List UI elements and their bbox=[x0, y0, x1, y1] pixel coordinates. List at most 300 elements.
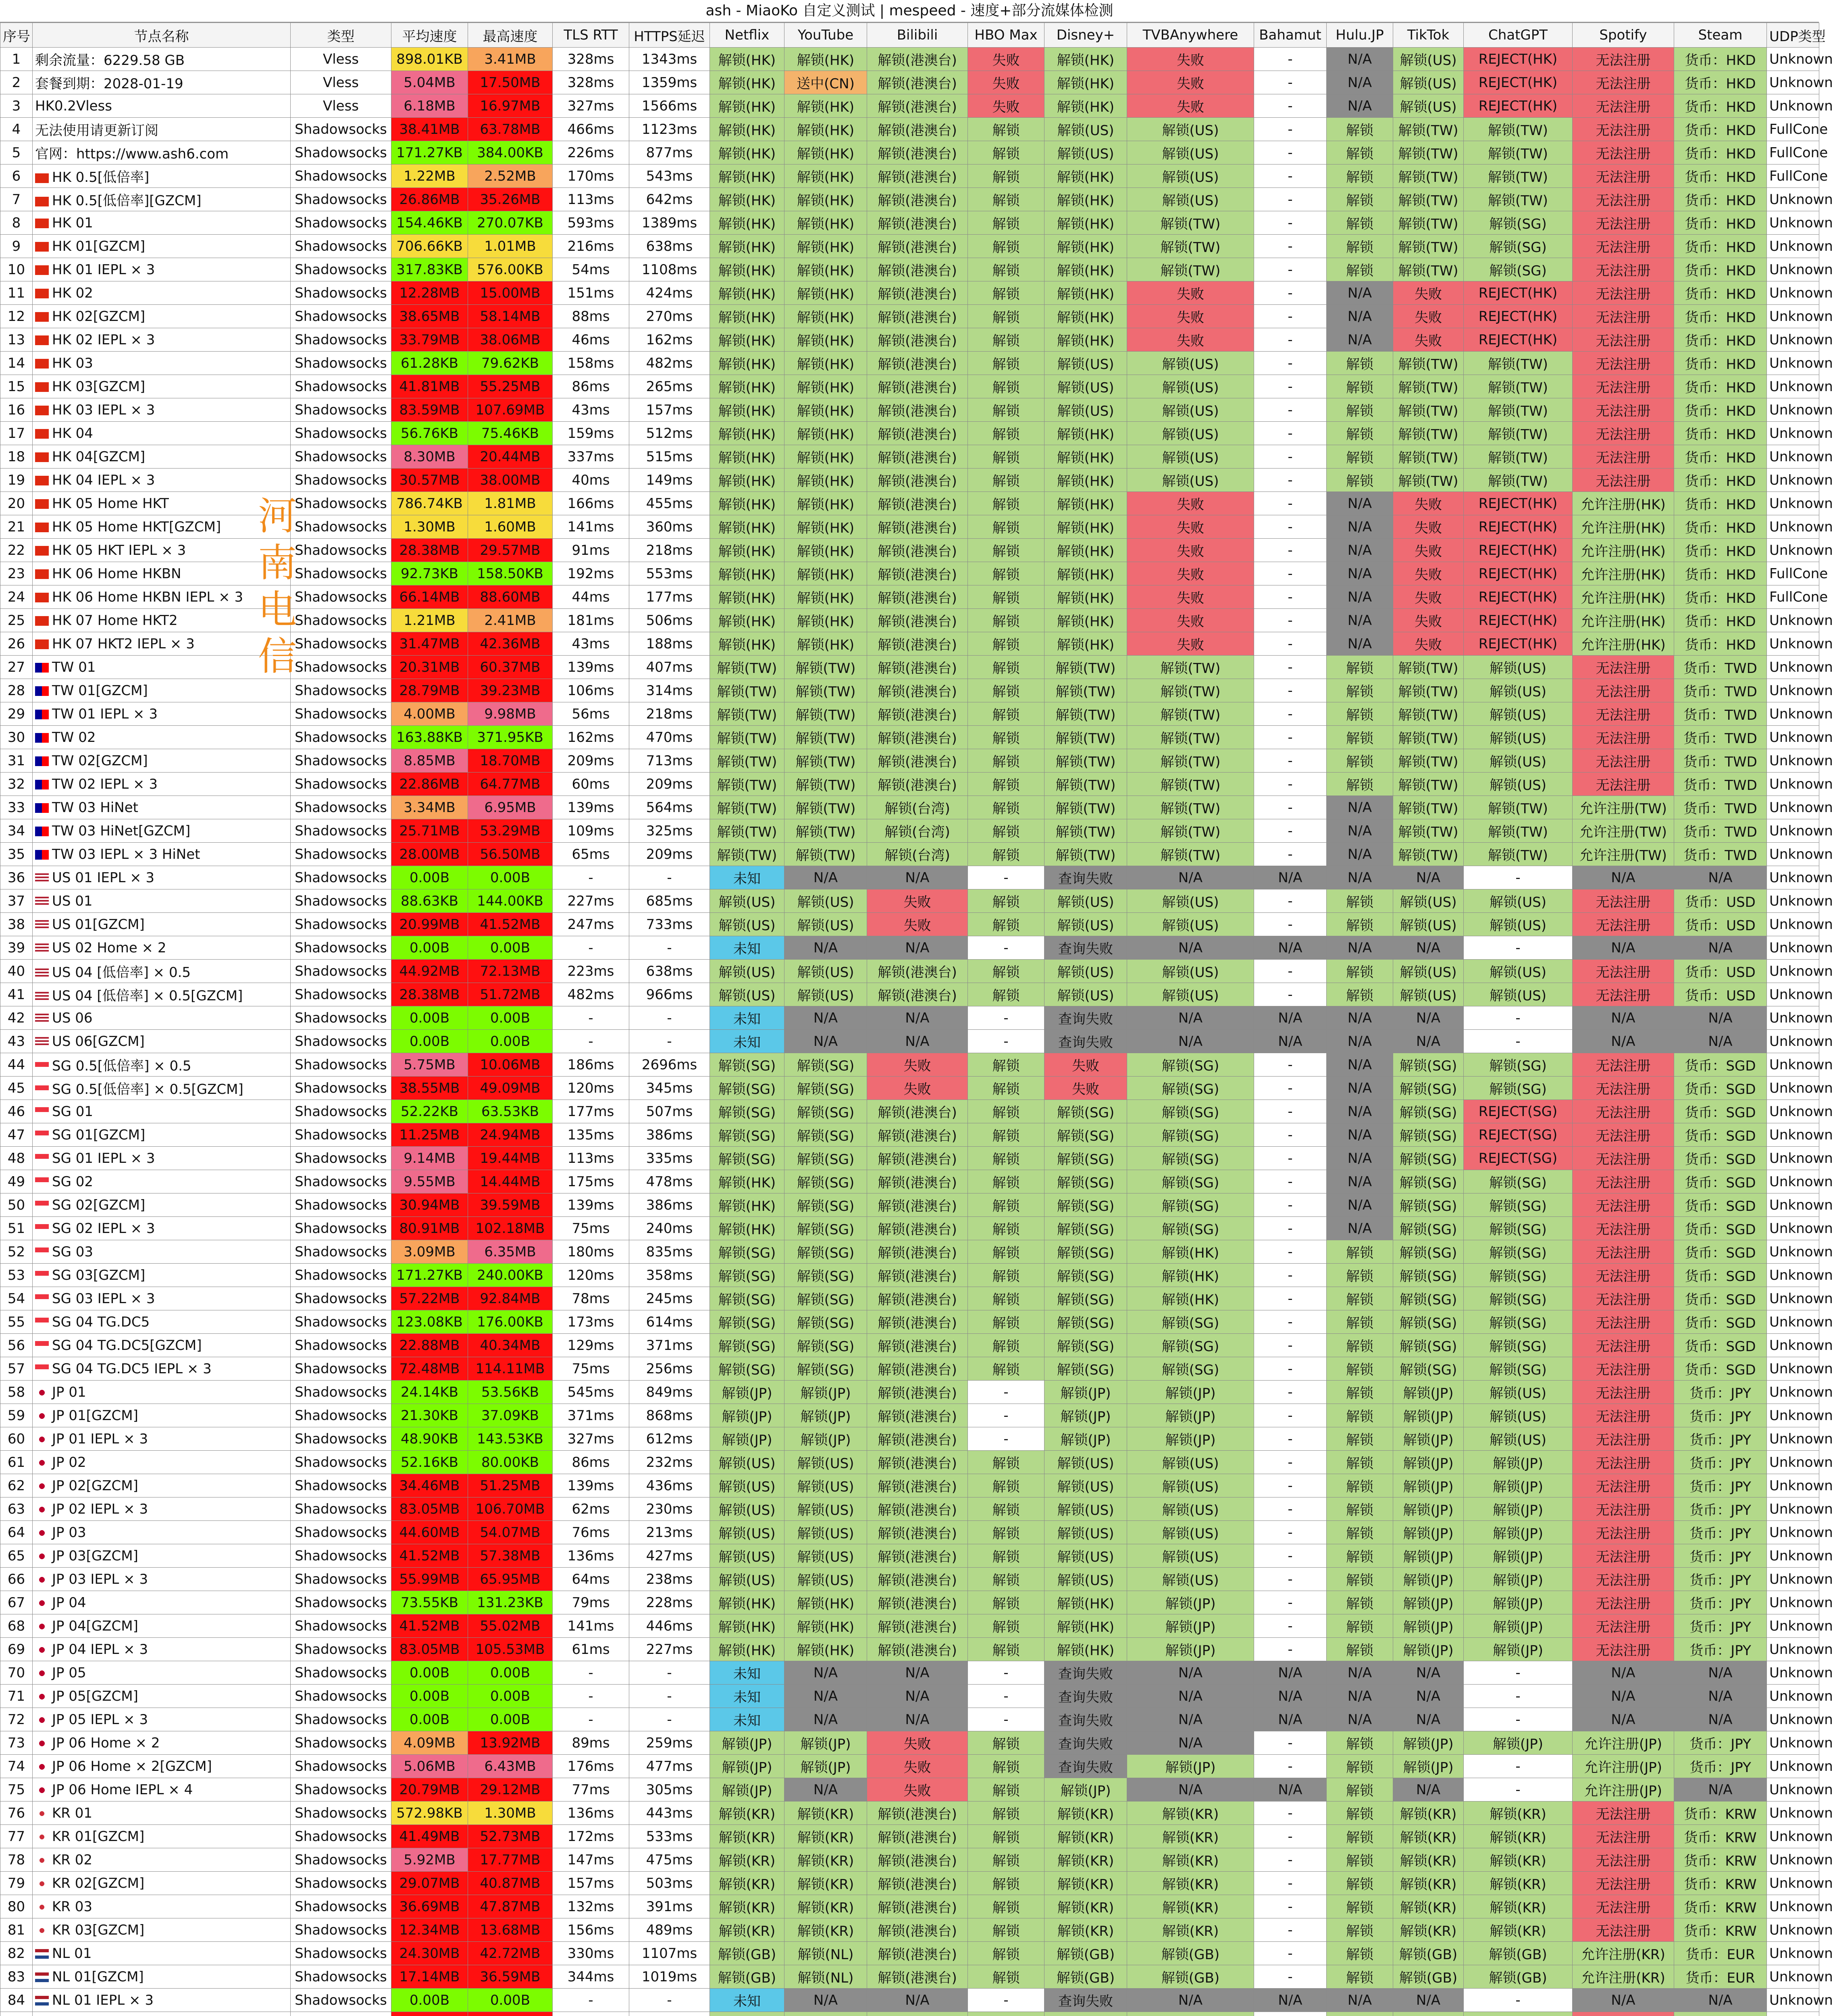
udp-type: Unknown bbox=[1767, 726, 1819, 749]
netflix-status: 解锁(JP) bbox=[710, 1778, 784, 1801]
steam-status: 货币：JPY bbox=[1674, 1497, 1767, 1521]
youtube-status: N/A bbox=[784, 1661, 867, 1685]
node-name-text: JP 06 Home × 2 bbox=[52, 1735, 160, 1751]
flag-icon bbox=[35, 756, 49, 766]
max-speed: 0.00B bbox=[468, 1708, 553, 1731]
tls-rtt: 139ms bbox=[553, 796, 629, 819]
netflix-status: 解锁(HK) bbox=[710, 445, 784, 469]
node-name-text: KR 02 bbox=[52, 1851, 92, 1868]
node-name-text: HK0.2Vless bbox=[35, 98, 112, 114]
spotify-status: 允许注册(HK) bbox=[1573, 585, 1674, 609]
row-index: 77 bbox=[0, 1825, 33, 1848]
max-speed: 17.50MB bbox=[468, 71, 553, 94]
chatgpt-status: REJECT(HK) bbox=[1464, 515, 1573, 539]
avg-speed: 80.91MB bbox=[391, 1217, 468, 1240]
bilibili-status: 解锁(港澳台) bbox=[867, 1451, 968, 1474]
steam-status: 货币：TWD bbox=[1674, 702, 1767, 726]
youtube-status: 解锁(HK) bbox=[784, 118, 867, 141]
https-delay: 230ms bbox=[629, 1497, 710, 1521]
flag-icon bbox=[35, 1832, 49, 1842]
tvb-status: 失败 bbox=[1127, 71, 1254, 94]
hulu-status: 解锁 bbox=[1327, 1778, 1393, 1801]
https-delay: - bbox=[629, 1661, 710, 1685]
flag-icon bbox=[35, 219, 49, 228]
flag-icon bbox=[35, 1856, 49, 1865]
bahamut-status: - bbox=[1254, 1544, 1327, 1568]
hbo-status: 解锁 bbox=[968, 656, 1044, 679]
tiktok-status: 解锁(TW) bbox=[1393, 796, 1464, 819]
spotify-status: 无法注册 bbox=[1573, 94, 1674, 118]
tvb-status: 解锁(JP) bbox=[1127, 1404, 1254, 1427]
chatgpt-status: 解锁(SG) bbox=[1464, 1217, 1573, 1240]
youtube-status: 解锁(SG) bbox=[784, 1100, 867, 1123]
https-delay: 455ms bbox=[629, 492, 710, 515]
node-name-text: SG 02 bbox=[52, 1173, 93, 1190]
node-name bbox=[33, 1451, 291, 1474]
node-type: Shadowsocks bbox=[291, 702, 391, 726]
max-speed: 3.41MB bbox=[468, 48, 553, 71]
https-delay: 503ms bbox=[629, 1872, 710, 1895]
youtube-status: 解锁(HK) bbox=[784, 305, 867, 328]
youtube-status: N/A bbox=[784, 866, 867, 889]
chatgpt-status: REJECT(HK) bbox=[1464, 609, 1573, 632]
avg-speed: 21.30KB bbox=[391, 1404, 468, 1427]
avg-speed: 3.34MB bbox=[391, 796, 468, 819]
steam-status: 货币：TWD bbox=[1674, 726, 1767, 749]
avg-speed: 28.00MB bbox=[391, 843, 468, 866]
tvb-status: 失败 bbox=[1127, 632, 1254, 656]
tvb-status: 失败 bbox=[1127, 305, 1254, 328]
max-speed: 0.00B bbox=[468, 1685, 553, 1708]
netflix-status: 解锁(SG) bbox=[710, 1077, 784, 1100]
tls-rtt: 139ms bbox=[553, 1193, 629, 1217]
spotify-status: 无法注册 bbox=[1573, 889, 1674, 913]
avg-speed: 6.18MB bbox=[391, 94, 468, 118]
tvb-status: 解锁(SG) bbox=[1127, 1077, 1254, 1100]
tiktok-status bbox=[1393, 2012, 1464, 2016]
node-name bbox=[33, 1474, 291, 1497]
node-name bbox=[33, 1077, 291, 1100]
hbo-status: 解锁 bbox=[968, 843, 1044, 866]
udp-type: Unknown bbox=[1767, 1100, 1819, 1123]
hulu-status: 解锁 bbox=[1327, 375, 1393, 398]
avg-speed: 12.34MB bbox=[391, 1918, 468, 1942]
tiktok-status: 解锁(SG) bbox=[1393, 1217, 1464, 1240]
tvb-status: 解锁(US) bbox=[1127, 1474, 1254, 1497]
bilibili-status: 解锁(港澳台) bbox=[867, 702, 968, 726]
node-name bbox=[33, 1544, 291, 1568]
tvb-status: 解锁(SG) bbox=[1127, 1334, 1254, 1357]
hbo-status: 解锁 bbox=[968, 1614, 1044, 1638]
hulu-status: N/A bbox=[1327, 1077, 1393, 1100]
node-type: Shadowsocks bbox=[291, 1077, 391, 1100]
bilibili-status: 解锁(港澳台) bbox=[867, 1404, 968, 1427]
hbo-status: 解锁 bbox=[968, 1497, 1044, 1521]
hulu-status: 解锁 bbox=[1327, 889, 1393, 913]
netflix-status: 解锁(TW) bbox=[710, 819, 784, 843]
table-row bbox=[0, 866, 1819, 889]
tls-rtt: 43ms bbox=[553, 398, 629, 422]
tls-rtt: 177ms bbox=[553, 1100, 629, 1123]
tls-rtt: 43ms bbox=[553, 632, 629, 656]
flag-icon bbox=[35, 335, 49, 345]
disney-status: 解锁(JP) bbox=[1044, 1404, 1127, 1427]
node-type: Shadowsocks bbox=[291, 328, 391, 352]
spotify-status: 无法注册 bbox=[1573, 281, 1674, 305]
youtube-status: 解锁(SG) bbox=[784, 1193, 867, 1217]
table-row bbox=[0, 2012, 1819, 2016]
avg-speed: 48.90KB bbox=[391, 1427, 468, 1451]
hulu-status: 解锁 bbox=[1327, 1381, 1393, 1404]
spotify-status: 无法注册 bbox=[1573, 1217, 1674, 1240]
udp-type: Unknown bbox=[1767, 1801, 1819, 1825]
udp-type: Unknown bbox=[1767, 1451, 1819, 1474]
flag-icon bbox=[35, 1388, 49, 1397]
steam-status: 货币：JPY bbox=[1674, 1404, 1767, 1427]
row-index: 8 bbox=[0, 211, 33, 235]
flag-icon bbox=[35, 920, 49, 930]
steam-status: 货币：TWD bbox=[1674, 656, 1767, 679]
tvb-status: 解锁(US) bbox=[1127, 469, 1254, 492]
tvb-status: 解锁(HK) bbox=[1127, 1287, 1254, 1310]
disney-status: 解锁(SG) bbox=[1044, 1147, 1127, 1170]
steam-status: 货币：HKD bbox=[1674, 375, 1767, 398]
https-delay: 512ms bbox=[629, 422, 710, 445]
node-type: Shadowsocks bbox=[291, 1848, 391, 1872]
node-type: Shadowsocks bbox=[291, 726, 391, 749]
disney-status: 查询失败 bbox=[1044, 936, 1127, 960]
hbo-status: - bbox=[968, 936, 1044, 960]
bilibili-status: 解锁(港澳台) bbox=[867, 445, 968, 469]
hbo-status: 失败 bbox=[968, 71, 1044, 94]
flag-icon bbox=[35, 1762, 49, 1772]
max-speed: 176.00KB bbox=[468, 1310, 553, 1334]
tiktok-status: 解锁(SG) bbox=[1393, 1170, 1464, 1193]
node-name bbox=[33, 1965, 291, 1989]
tls-rtt: 344ms bbox=[553, 1965, 629, 1989]
steam-status: 货币：SGD bbox=[1674, 1287, 1767, 1310]
table-row bbox=[0, 1474, 1819, 1497]
row-index: 23 bbox=[0, 562, 33, 585]
bahamut-status: - bbox=[1254, 422, 1327, 445]
node-name-text: NL 01 IEPL × 3 bbox=[52, 1992, 154, 2008]
node-type: Shadowsocks bbox=[291, 913, 391, 936]
spotify-status: N/A bbox=[1573, 866, 1674, 889]
https-delay: 506ms bbox=[629, 609, 710, 632]
hulu-status: 解锁 bbox=[1327, 726, 1393, 749]
tvb-status: 解锁(SG) bbox=[1127, 1147, 1254, 1170]
spotify-status: 无法注册 bbox=[1573, 422, 1674, 445]
max-speed: 1.60MB bbox=[468, 515, 553, 539]
node-name bbox=[33, 235, 291, 258]
hulu-status: 解锁 bbox=[1327, 258, 1393, 281]
window-title: ash - MiaoKo 自定义测试 | mespeed - 速度+部分流媒体检测 bbox=[0, 0, 1819, 23]
https-delay: 443ms bbox=[629, 1801, 710, 1825]
max-speed: 107.69MB bbox=[468, 398, 553, 422]
table-row bbox=[0, 1334, 1819, 1357]
row-index: 52 bbox=[0, 1240, 33, 1264]
flag-icon bbox=[35, 546, 49, 556]
avg-speed: 171.27KB bbox=[391, 141, 468, 165]
tls-rtt: 76ms bbox=[553, 1521, 629, 1544]
bilibili-status: 解锁(港澳台) bbox=[867, 71, 968, 94]
tls-rtt: - bbox=[553, 1685, 629, 1708]
netflix-status: 解锁(HK) bbox=[710, 422, 784, 445]
netflix-status: 解锁(HK) bbox=[710, 1638, 784, 1661]
avg-speed: 123.08KB bbox=[391, 1310, 468, 1334]
tiktok-status: 解锁(TW) bbox=[1393, 165, 1464, 188]
flag-icon bbox=[35, 1598, 49, 1608]
bahamut-status: - bbox=[1254, 1474, 1327, 1497]
tls-rtt: 78ms bbox=[553, 1287, 629, 1310]
max-speed: 14.44MB bbox=[468, 1170, 553, 1193]
netflix-status: 解锁(HK) bbox=[710, 281, 784, 305]
https-delay: 386ms bbox=[629, 1193, 710, 1217]
udp-type: FullCone bbox=[1767, 165, 1819, 188]
spotify-status: 无法注册 bbox=[1573, 1825, 1674, 1848]
chatgpt-status: - bbox=[1464, 1989, 1573, 2012]
bilibili-status: N/A bbox=[867, 1661, 968, 1685]
tvb-status: 解锁(US) bbox=[1127, 913, 1254, 936]
hbo-status: 解锁 bbox=[968, 469, 1044, 492]
steam-status: 货币：HKD bbox=[1674, 118, 1767, 141]
row-index: 33 bbox=[0, 796, 33, 819]
table-row bbox=[0, 1521, 1819, 1544]
hbo-status: 解锁 bbox=[968, 515, 1044, 539]
bilibili-status: 解锁(港澳台) bbox=[867, 118, 968, 141]
udp-type: Unknown bbox=[1767, 843, 1819, 866]
https-delay: 835ms bbox=[629, 1240, 710, 1264]
tls-rtt: - bbox=[553, 1989, 629, 2012]
https-delay: 209ms bbox=[629, 773, 710, 796]
spotify-status: N/A bbox=[1573, 1685, 1674, 1708]
node-name bbox=[33, 1100, 291, 1123]
max-speed: 65.95MB bbox=[468, 1568, 553, 1591]
spotify-status: 无法注册 bbox=[1573, 1895, 1674, 1918]
avg-speed: 572.98KB bbox=[391, 1801, 468, 1825]
tvb-status: 解锁(TW) bbox=[1127, 235, 1254, 258]
https-delay: 424ms bbox=[629, 281, 710, 305]
table-row bbox=[0, 843, 1819, 866]
tiktok-status: 解锁(JP) bbox=[1393, 1497, 1464, 1521]
row-index: 13 bbox=[0, 328, 33, 352]
flag-icon bbox=[35, 382, 49, 392]
flag-icon bbox=[35, 569, 49, 579]
steam-status: N/A bbox=[1674, 1989, 1767, 2012]
tvb-status: 解锁(JP) bbox=[1127, 1427, 1254, 1451]
tiktok-status: 解锁(TW) bbox=[1393, 679, 1464, 702]
tls-rtt: 180ms bbox=[553, 1240, 629, 1264]
hbo-status: 解锁 bbox=[968, 1731, 1044, 1755]
https-delay: 259ms bbox=[629, 1731, 710, 1755]
steam-status: 货币：USD bbox=[1674, 913, 1767, 936]
hulu-status: 解锁 bbox=[1327, 352, 1393, 375]
table-row bbox=[0, 1451, 1819, 1474]
flag-icon bbox=[35, 406, 49, 415]
bilibili-status: 解锁(港澳台) bbox=[867, 94, 968, 118]
netflix-status: 解锁(JP) bbox=[710, 1731, 784, 1755]
udp-type: FullCone bbox=[1767, 141, 1819, 165]
spotify-status: 允许注册(JP) bbox=[1573, 1778, 1674, 1801]
disney-status: 解锁(HK) bbox=[1044, 562, 1127, 585]
bahamut-status: - bbox=[1254, 1848, 1327, 1872]
row-index: 14 bbox=[0, 352, 33, 375]
bilibili-status: N/A bbox=[867, 1685, 968, 1708]
udp-type: Unknown bbox=[1767, 1825, 1819, 1848]
node-name bbox=[33, 328, 291, 352]
tvb-status: N/A bbox=[1127, 1708, 1254, 1731]
udp-type: Unknown bbox=[1767, 188, 1819, 211]
bahamut-status: - bbox=[1254, 1193, 1327, 1217]
youtube-status: 解锁(HK) bbox=[784, 469, 867, 492]
https-delay: - bbox=[629, 866, 710, 889]
chatgpt-status: REJECT(SG) bbox=[1464, 1123, 1573, 1147]
max-speed: 16.97MB bbox=[468, 94, 553, 118]
tiktok-status: 解锁(SG) bbox=[1393, 1077, 1464, 1100]
node-name bbox=[33, 94, 291, 118]
hbo-status: 解锁 bbox=[968, 1310, 1044, 1334]
udp-type: Unknown bbox=[1767, 1778, 1819, 1801]
https-delay: 614ms bbox=[629, 1310, 710, 1334]
bahamut-status: - bbox=[1254, 1427, 1327, 1451]
tiktok-status: 失败 bbox=[1393, 305, 1464, 328]
avg-speed: 83.05MB bbox=[391, 1497, 468, 1521]
max-speed: 40.87MB bbox=[468, 1872, 553, 1895]
bahamut-status: - bbox=[1254, 1264, 1327, 1287]
hbo-status: 解锁 bbox=[968, 1872, 1044, 1895]
udp-type: Unknown bbox=[1767, 1638, 1819, 1661]
max-speed: 55.25MB bbox=[468, 375, 553, 398]
avg-speed: 20.79MB bbox=[391, 1778, 468, 1801]
bilibili-status: 失败 bbox=[867, 1778, 968, 1801]
hulu-status: 解锁 bbox=[1327, 235, 1393, 258]
bilibili-status: 解锁(台湾) bbox=[867, 819, 968, 843]
bahamut-status: - bbox=[1254, 913, 1327, 936]
node-name-text: US 04 [低倍率] × 0.5 bbox=[52, 964, 191, 981]
tls-rtt: 226ms bbox=[553, 141, 629, 165]
hulu-status: 解锁 bbox=[1327, 1895, 1393, 1918]
youtube-status: 解锁(SG) bbox=[784, 1357, 867, 1381]
flag-icon bbox=[35, 1505, 49, 1514]
chatgpt-status: 解锁(KR) bbox=[1464, 1872, 1573, 1895]
avg-speed: 38.65MB bbox=[391, 305, 468, 328]
https-delay: 877ms bbox=[629, 141, 710, 165]
bahamut-status: N/A bbox=[1254, 1708, 1327, 1731]
disney-status: 解锁(US) bbox=[1044, 960, 1127, 983]
flag-icon bbox=[35, 476, 49, 485]
tls-rtt: 62ms bbox=[553, 1497, 629, 1521]
node-name-text: TW 01 bbox=[52, 659, 96, 675]
node-name-text: TW 03 HiNet[GZCM] bbox=[52, 823, 191, 839]
bilibili-status: 解锁(港澳台) bbox=[867, 1872, 968, 1895]
node-type: Shadowsocks bbox=[291, 211, 391, 235]
flag-icon bbox=[35, 1062, 49, 1072]
disney-status: 解锁(HK) bbox=[1044, 235, 1127, 258]
bilibili-status: 解锁(港澳台) bbox=[867, 1825, 968, 1848]
node-type: Shadowsocks bbox=[291, 1965, 391, 1989]
chatgpt-status: 解锁(US) bbox=[1464, 1381, 1573, 1404]
https-delay: 436ms bbox=[629, 1474, 710, 1497]
disney-status: 解锁(HK) bbox=[1044, 609, 1127, 632]
node-type: Shadowsocks bbox=[291, 1193, 391, 1217]
hulu-status: N/A bbox=[1327, 281, 1393, 305]
bahamut-status: - bbox=[1254, 1053, 1327, 1077]
table-row bbox=[0, 1848, 1819, 1872]
steam-status: 货币：HKD bbox=[1674, 398, 1767, 422]
table-row bbox=[0, 1591, 1819, 1614]
hbo-status: 解锁 bbox=[968, 1451, 1044, 1474]
youtube-status: 解锁(TW) bbox=[784, 819, 867, 843]
spotify-status: 允许注册(HK) bbox=[1573, 539, 1674, 562]
node-name-text: KR 02[GZCM] bbox=[52, 1875, 145, 1891]
table-row bbox=[0, 1918, 1819, 1942]
row-index: 43 bbox=[0, 1030, 33, 1053]
steam-status: 货币：JPY bbox=[1674, 1381, 1767, 1404]
steam-status: 货币：TWD bbox=[1674, 796, 1767, 819]
avg-speed: 317.83KB bbox=[391, 258, 468, 281]
spotify-status: 无法注册 bbox=[1573, 375, 1674, 398]
bahamut-status: - bbox=[1254, 749, 1327, 773]
chatgpt-status: 解锁(US) bbox=[1464, 1427, 1573, 1451]
row-index bbox=[0, 2012, 33, 2016]
tvb-status: 解锁(US) bbox=[1127, 445, 1254, 469]
https-delay: 868ms bbox=[629, 1404, 710, 1427]
avg-speed: 0.00B bbox=[391, 866, 468, 889]
bahamut-status: - bbox=[1254, 843, 1327, 866]
disney-status: 解锁(GB) bbox=[1044, 1965, 1127, 1989]
node-name bbox=[33, 960, 291, 983]
hbo-status: - bbox=[968, 1381, 1044, 1404]
bilibili-status: N/A bbox=[867, 936, 968, 960]
node-type: Shadowsocks bbox=[291, 960, 391, 983]
steam-status: 货币：KRW bbox=[1674, 1801, 1767, 1825]
udp-type: Unknown bbox=[1767, 469, 1819, 492]
netflix-status: 解锁(KR) bbox=[710, 1895, 784, 1918]
max-speed: 41.52MB bbox=[468, 913, 553, 936]
netflix-status: 解锁(HK) bbox=[710, 1193, 784, 1217]
hbo-status: 解锁 bbox=[968, 609, 1044, 632]
tls-rtt: 466ms bbox=[553, 118, 629, 141]
bahamut-status: N/A bbox=[1254, 1778, 1327, 1801]
flag-icon bbox=[35, 1879, 49, 1889]
youtube-status: 解锁(KR) bbox=[784, 1848, 867, 1872]
tiktok-status: 解锁(JP) bbox=[1393, 1544, 1464, 1568]
hbo-status: 解锁 bbox=[968, 1053, 1044, 1077]
spotify-status bbox=[1573, 2012, 1674, 2016]
max-speed: 19.44MB bbox=[468, 1147, 553, 1170]
disney-status: 查询失败 bbox=[1044, 866, 1127, 889]
avg-speed: 0.00B bbox=[391, 1006, 468, 1030]
max-speed: 56.50MB bbox=[468, 843, 553, 866]
max-speed: 35.26MB bbox=[468, 188, 553, 211]
tvb-status: 失败 bbox=[1127, 515, 1254, 539]
chatgpt-status: REJECT(HK) bbox=[1464, 71, 1573, 94]
tvb-status: N/A bbox=[1127, 1778, 1254, 1801]
https-delay: 489ms bbox=[629, 1918, 710, 1942]
steam-status: 货币：HKD bbox=[1674, 141, 1767, 165]
chatgpt-status: 解锁(JP) bbox=[1464, 1521, 1573, 1544]
chatgpt-status: 解锁(TW) bbox=[1464, 375, 1573, 398]
spotify-status: 无法注册 bbox=[1573, 1427, 1674, 1451]
max-speed: 6.95MB bbox=[468, 796, 553, 819]
tiktok-status: 解锁(TW) bbox=[1393, 749, 1464, 773]
disney-status: 解锁(KR) bbox=[1044, 1895, 1127, 1918]
https-delay: 335ms bbox=[629, 1147, 710, 1170]
netflix-status: 解锁(US) bbox=[710, 960, 784, 983]
steam-status: 货币：SGD bbox=[1674, 1357, 1767, 1381]
disney-status: 查询失败 bbox=[1044, 1708, 1127, 1731]
udp-type: Unknown bbox=[1767, 1521, 1819, 1544]
